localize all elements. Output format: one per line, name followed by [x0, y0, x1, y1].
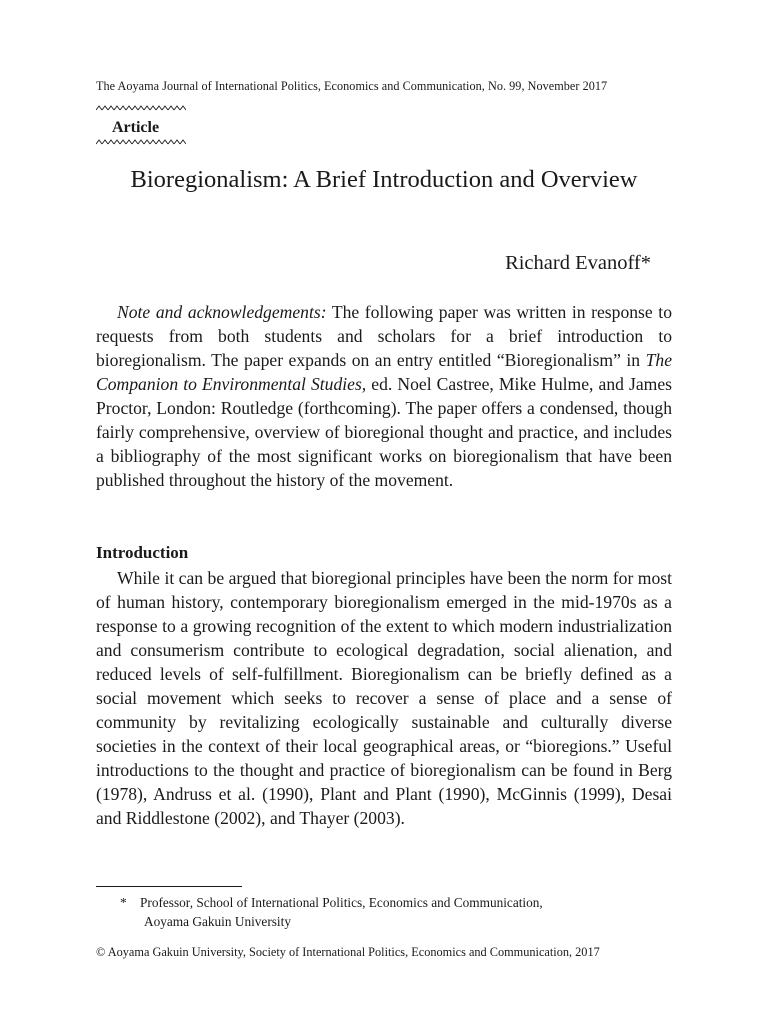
note-paragraph [96, 300, 672, 492]
ornament-wavy-line-bottom [96, 138, 186, 146]
introduction-body [96, 566, 672, 830]
footnote-marker: * [120, 895, 127, 910]
ornament-wavy-line-top [96, 104, 186, 112]
paper-title: Bioregionalism: A Brief Introduction and Overview [130, 166, 638, 193]
footnote-separator [96, 886, 242, 887]
section-heading-introduction: Introduction [96, 543, 189, 562]
footnote-line-2: Aoyama Gakuin University [144, 914, 291, 929]
author-name: Richard Evanoff* [505, 252, 651, 274]
footnote [120, 893, 672, 931]
footnote-line-1: Professor, School of International Politics, Economics and Communication, [140, 895, 543, 910]
introduction-paragraph: While it can be argued that bioregional principles have been the norm for most of human history, contemporary bioregionalism emerged in the mid-1970s as a response to a growing recognition of the extent to which modern industrialization and consumerism contribute to ecological degradation, social alienation, and reduced levels of self-fulfillment. Bioregionalism can be briefly defined as a social movement which seeks to recover a sense of place and a sense of community by revitalizing ecologically sustainable and culturally diverse societies in the context of their local geographical areas, or “bioregions.” Useful introductions to the thought and practice of bioregionalism can be found in Berg (1978), Andruss et al. (1990), Plant and Plant (1990), McGinnis (1999), Desai and Riddlestone (2002), and Thayer (2003). [96, 568, 672, 828]
note-book-title: The Companion to Environmental Studies, [96, 350, 672, 394]
note-text-part-2: ed. Noel Castree, Mike Hulme, and James Proctor, London: Routledge (forthcoming). The paper offers a condensed, though fairly comprehensive, overview of bioregional thought and practice, and includes a bibliography of the most significant works on bioregionalism that have been published throughout the history of the movement. [96, 374, 673, 490]
section-label: Article [112, 119, 160, 136]
copyright-notice: © Aoyama Gakuin University, Society of International Politics, Economics and Communication, 2017 [96, 945, 600, 959]
note-label: Note and acknowledgements: [117, 302, 327, 322]
note-text-part-1: The following paper was written in response to requests from both students and scholars for a brief introduction to bioregionalism. The paper expands on an entry entitled “Bioregionalism” in [96, 302, 672, 370]
acknowledgements-note [96, 300, 672, 492]
journal-header: The Aoyama Journal of International Politics, Economics and Communication, No. 99, November 2017 [96, 79, 608, 93]
